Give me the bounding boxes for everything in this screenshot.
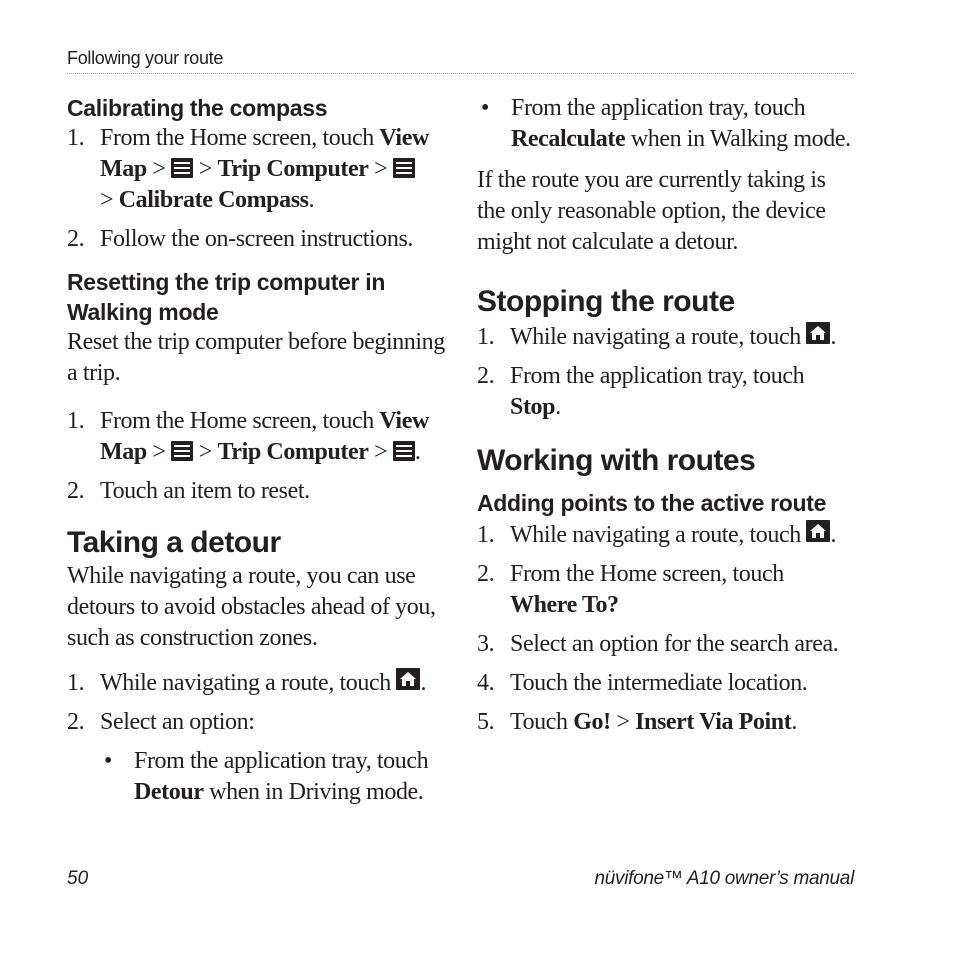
stop-step-1: 1. While navigating a route, touch . (477, 324, 837, 350)
reset-trip-intro: Reset the trip computer before beginning a trip. (67, 329, 445, 386)
detour-option-walking: • From the application tray, touch Recalculate when in Walking mode. (481, 95, 851, 152)
calibrate-step-1: 1. From the Home screen, touch View Map > > Trip Computer > > Calibrate Compass. (67, 125, 429, 213)
detour-step-2: 2. Select an option: (67, 709, 255, 735)
calibrate-step-2: 2. Follow the on-screen instructions. (67, 226, 414, 252)
page-number: 50 (67, 868, 89, 889)
add-step-5: 5. Touch Go! > Insert Via Point. (477, 709, 797, 735)
stopping-route-heading: Stopping the route (477, 285, 735, 318)
detour-note: If the route you are currently taking is the only reasonable option, the device might not calculate a detour. (477, 167, 826, 255)
header-section-title: Following your route (67, 48, 224, 68)
home-icon (806, 322, 830, 344)
menu-icon (171, 441, 193, 461)
stop-step-2: 2. From the application tray, touch Stop. (477, 363, 805, 420)
detour-step-1: 1. While navigating a route, touch . (67, 670, 427, 696)
add-step-1: 1. While navigating a route, touch . (477, 522, 837, 548)
taking-detour-heading: Taking a detour (67, 526, 281, 559)
reset-trip-heading: Resetting the trip computer in Walking mode (67, 269, 386, 325)
working-routes-heading: Working with routes (477, 444, 756, 477)
manual-title: nüvifone™ A10 owner’s manual (594, 868, 854, 889)
detour-intro: While navigating a route, you can use detours to avoid obstacles ahead of you, such as construction zones. (67, 563, 436, 651)
reset-step-2: 2. Touch an item to reset. (67, 478, 310, 504)
right-column (477, 93, 857, 738)
reset-step-1: 1. From the Home screen, touch View Map > > Trip Computer > . (67, 408, 429, 465)
menu-icon (171, 158, 193, 178)
adding-points-heading: Adding points to the active route (477, 490, 827, 516)
add-step-4: 4. Touch the intermediate location. (477, 670, 808, 696)
menu-icon (393, 441, 415, 461)
detour-option-driving: • From the application tray, touch Detour when in Driving mode. (104, 748, 429, 805)
calibrate-compass-heading: Calibrating the compass (67, 95, 328, 121)
add-step-3: 3. Select an option for the search area. (477, 631, 839, 657)
add-step-2: 2. From the Home screen, touch Where To? (477, 561, 784, 618)
running-header (67, 47, 854, 74)
left-column (67, 93, 447, 808)
menu-icon (393, 158, 415, 178)
home-icon (396, 668, 420, 690)
home-icon (806, 520, 830, 542)
